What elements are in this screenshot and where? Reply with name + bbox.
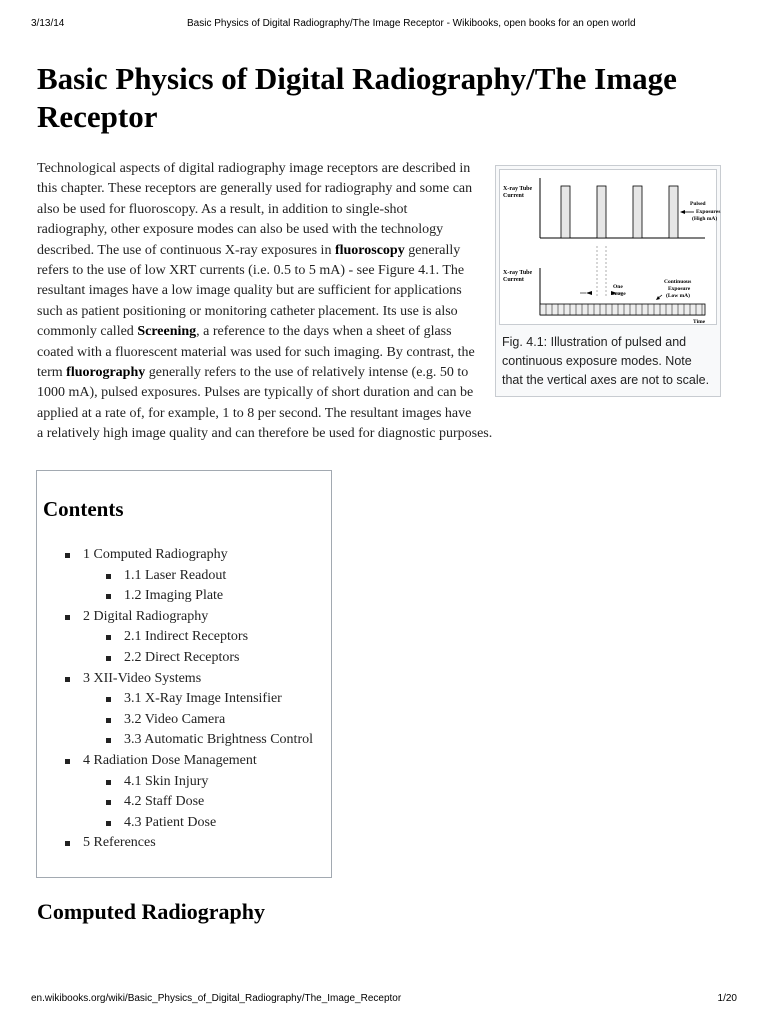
intro-text-1: Technological aspects of digital radiography image receptors are described in this chapter. These receptors are generally used for radiography and some can also be used for fluoroscopy. As a result, in addition to single-shot radiography, other exposure modes can also be used with the technology described. The use of continuous X-ray exposures in bbox=[37, 161, 473, 258]
toc-item[interactable]: 4 Radiation Dose Management bbox=[65, 751, 333, 772]
toc-item[interactable]: 2 Digital Radiography bbox=[65, 607, 333, 628]
one-image-arrow-left bbox=[586, 291, 592, 295]
term-fluoroscopy: fluoroscopy bbox=[334, 242, 405, 258]
pulse-bar bbox=[561, 186, 570, 238]
pulse-bar bbox=[597, 186, 606, 238]
toc-item[interactable]: 3 XII-Video Systems bbox=[65, 669, 333, 690]
toc-item[interactable]: 1 Computed Radiography bbox=[65, 545, 333, 566]
intro-text-2: generally refers to the use of low XRT currents (i.e. 0.5 to 5 mA) - see Figure 4.1. The resultant images have a low image quality but are sufficient for applications such as patient positioning or monitoring catheter placement. Its use is also commonly called bbox=[37, 242, 465, 340]
term-fluorography: fluorography bbox=[66, 365, 146, 381]
toc-item[interactable]: 2.1 Indirect Receptors bbox=[65, 627, 333, 648]
toc-item[interactable]: 2.2 Direct Receptors bbox=[65, 648, 333, 669]
toc-item[interactable]: 1.2 Imaging Plate bbox=[65, 586, 333, 607]
pulse-bar bbox=[633, 186, 642, 238]
continuous-label-2: Exposure bbox=[668, 286, 691, 292]
bottom-axis-label-2: Current bbox=[503, 277, 524, 283]
pulsed-arrowhead bbox=[680, 210, 685, 214]
toc-title: Contents bbox=[43, 497, 124, 521]
toc-item[interactable]: 4.1 Skin Injury bbox=[65, 772, 333, 793]
pulse-bar bbox=[669, 186, 678, 238]
one-image-label-1: One bbox=[613, 284, 623, 290]
bottom-axis-label-1: X-ray Tube bbox=[503, 270, 533, 276]
term-screening: Screening bbox=[137, 324, 197, 340]
toc-item[interactable]: 1.1 Laser Readout bbox=[65, 566, 333, 587]
top-axis-label-2: Current bbox=[503, 193, 524, 199]
exposure-modes-diagram bbox=[500, 170, 721, 325]
page-number: 1/20 bbox=[717, 993, 737, 1004]
time-label: Time bbox=[693, 319, 706, 325]
print-page-title: Basic Physics of Digital Radiography/The Image Receptor - Wikibooks, open books for an open world bbox=[187, 18, 636, 29]
pulsed-label-2: Exposures bbox=[696, 209, 721, 215]
one-image-label-2: Image bbox=[611, 291, 626, 297]
pulsed-label-1: Pulsed bbox=[690, 201, 706, 207]
figure-image[interactable] bbox=[499, 169, 721, 325]
intro-paragraph bbox=[37, 159, 721, 445]
print-date: 3/13/14 bbox=[31, 18, 65, 29]
figure-caption: Fig. 4.1: Illustration of pulsed and continuous exposure modes. Note that the vertical axes are not to scale. bbox=[502, 335, 710, 387]
toc-item[interactable]: 4.2 Staff Dose bbox=[65, 792, 333, 813]
table-of-contents bbox=[36, 470, 332, 878]
section-heading-computed-radiography: Computed Radiography bbox=[37, 899, 265, 924]
top-axis-label-1: X-ray Tube bbox=[503, 186, 533, 192]
intro-text-3: , a reference to the days when a sheet of glass coated with a fluorescent material was used for such imaging. By contrast, the term bbox=[37, 324, 475, 381]
page-title: Basic Physics of Digital Radiography/The Image Receptor bbox=[37, 61, 677, 134]
toc-item[interactable]: 5 References bbox=[65, 833, 333, 854]
toc-item[interactable]: 3.3 Automatic Brightness Control bbox=[65, 730, 333, 751]
continuous-label-3: (Low mA) bbox=[666, 293, 690, 299]
figure-4-1 bbox=[495, 165, 721, 397]
print-url: en.wikibooks.org/wiki/Basic_Physics_of_Digital_Radiography/The_Image_Receptor bbox=[31, 993, 402, 1004]
toc-list bbox=[65, 545, 333, 854]
toc-item[interactable]: 3.1 X-Ray Image Intensifier bbox=[65, 689, 333, 710]
intro-text-4: generally refers to the use of relatively intense (e.g. 50 to 1000 mA), pulsed exposures. Pulses are typically of short duration and can be applied at a rate of, for example, 1 to 8 per second. The resultant images have a relatively high image quality and can therefore be used for diagnostic purposes. bbox=[37, 365, 493, 442]
toc-item[interactable]: 4.3 Patient Dose bbox=[65, 813, 333, 834]
toc-item[interactable]: 3.2 Video Camera bbox=[65, 710, 333, 731]
continuous-exposure-strip bbox=[540, 304, 705, 315]
continuous-label-1: Continuous bbox=[664, 279, 692, 285]
pulsed-label-3: (High mA) bbox=[692, 216, 718, 222]
